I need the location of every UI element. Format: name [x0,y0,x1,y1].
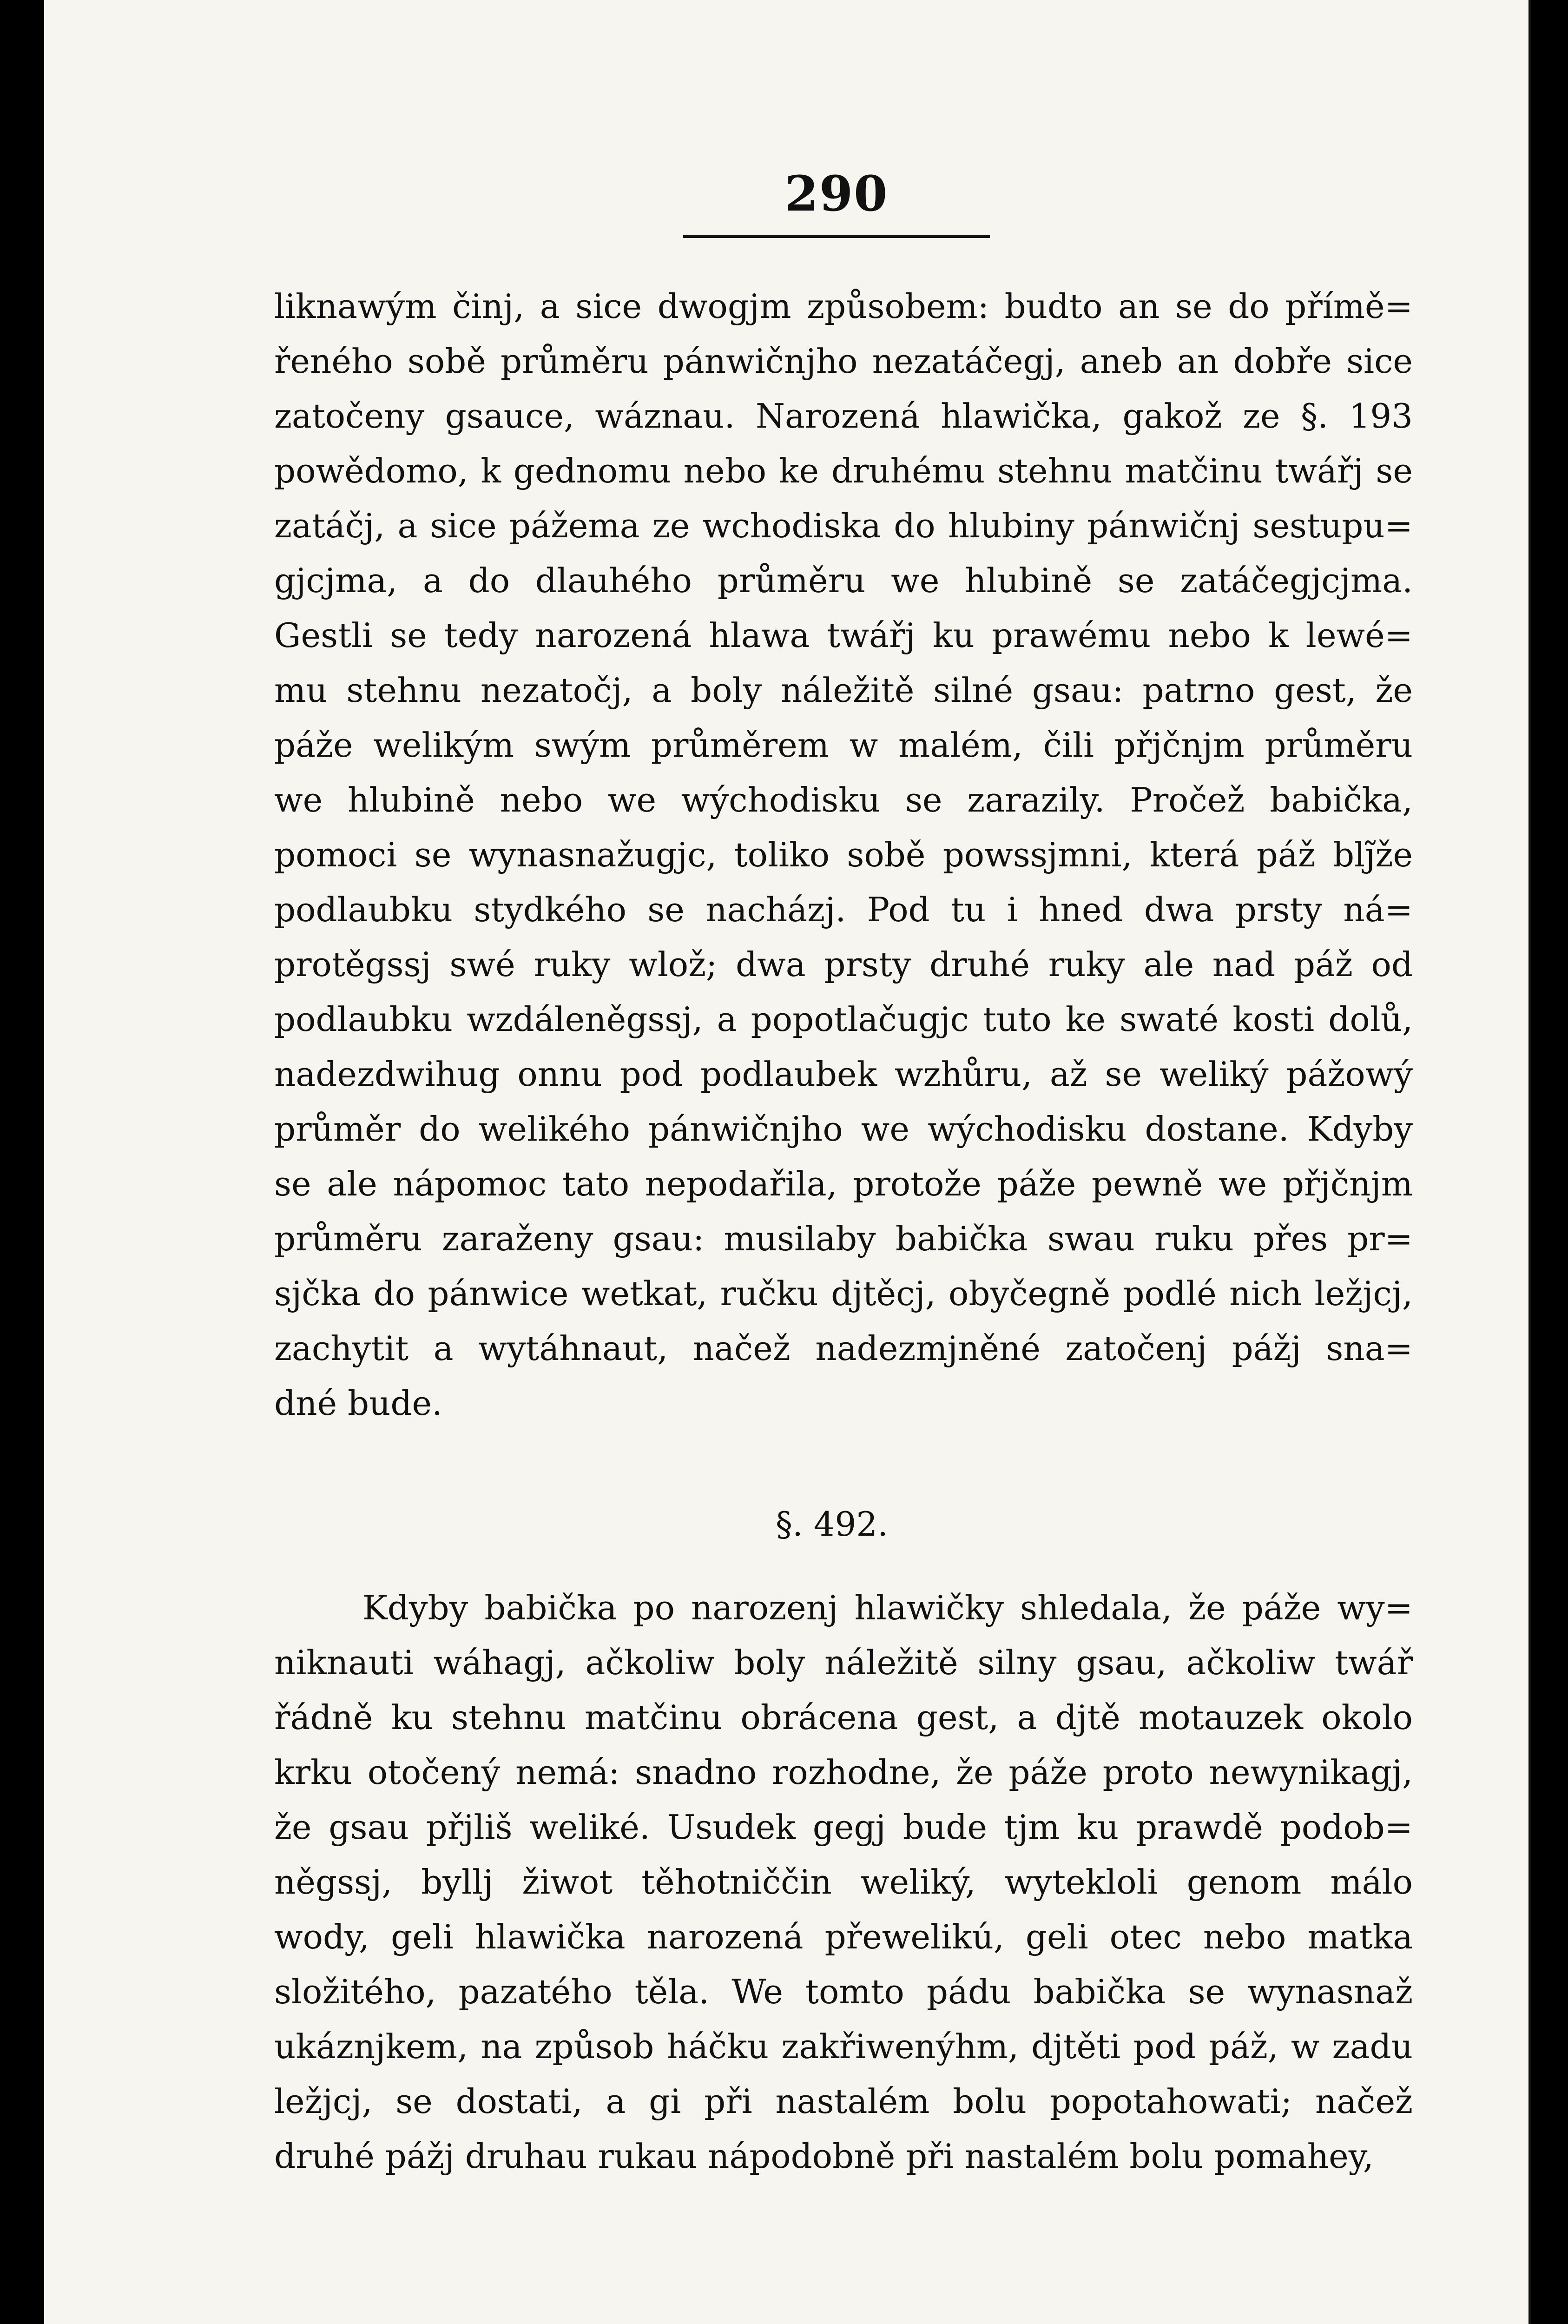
text-line: ležjcj, se dostati, a gi při nastalém bolu popotahowati; načež [274,2082,1413,2121]
text-line: složitého, pazatého těla. We tomto pádu babička se wynasnaž [274,1972,1413,2011]
text-line: druhé pážj druhau rukau nápodobně při nastalém bolu pomahey, [274,2137,1374,2176]
text-line: nadezdwihug onnu pod podlaubek wzhůru, až se weliký pážowý [274,1055,1413,1094]
text-line: zatočeny gsauce, wáznau. Narozená hlawička, gakož ze §. 193 [274,396,1413,436]
page-number: 290 [784,165,889,222]
text-line: něgssj, byllj žiwot těhotniččin weliký, wytekloli genom málo [274,1862,1413,1901]
text-line: průměru zaraženy gsau: musilaby babička swau ruku přes pr= [274,1219,1413,1258]
text-line: zachytit a wytáhnaut, načež nadezmjněné zatočenj pážj sna= [274,1329,1413,1368]
text-line: že gsau přjliš weliké. Usudek gegj bude tjm ku prawdě podob= [274,1808,1413,1847]
text-line: řeného sobě průměru pánwičnjho nezatáčegj, aneb an dobře sice [274,342,1413,381]
text-line: powědomo, k gednomu nebo ke druhému stehnu matčinu twářj se [274,451,1413,490]
text-line: podlaubku stydkého se nacházj. Pod tu i hned dwa prsty ná= [274,890,1413,929]
text-line: wody, geli hlawička narozená přewelikú, geli otec nebo matka [274,1917,1413,1956]
paragraph-1 [274,279,1413,1431]
text-line: krku otočený nemá: snadno rozhodne, že páže proto newynikagj, [274,1753,1413,1792]
section-heading: §. 492. [775,1505,889,1544]
text-line: niknauti wáhagj, ačkoliw boly náležitě silny gsau, ačkoliw twář [274,1643,1413,1682]
text-line: páže welikým swým průměrem w malém, čili přjčnjm průměru [274,726,1413,765]
text-line: gjcjma, a do dlauhého průměru we hlubině se zatáčegjcjma. [274,561,1413,600]
text-line: se ale nápomoc tato nepodařila, protože páže pewně we přjčnjm [274,1164,1413,1203]
paragraph-2 [274,1580,1413,2184]
text-line: průměr do welikého pánwičnjho we wýchodisku dostane. Kdyby [274,1109,1413,1149]
text-line: Gestli se tedy narozená hlawa twářj ku prawému nebo k lewé= [274,616,1413,655]
text-line: sjčka do pánwice wetkat, ručku djtěcj, obyčegně podlé nich ležjcj, [274,1274,1413,1313]
text-line: Kdyby babička po narozenj hlawičky shledala, že páže wy= [362,1588,1413,1627]
text-line: liknawým činj, a sice dwogjm způsobem: budto an se do přímě= [274,287,1413,326]
text-line: we hlubině nebo we wýchodisku se zarazily. Pročež babička, [274,780,1413,819]
text-line: podlaubku wzdáleněgssj, a popotlačugjc tuto ke swaté kosti dolů, [274,1000,1413,1039]
text-line: dné bude. [274,1384,443,1423]
text-line: řádně ku stehnu matčinu obrácena gest, a djtě motauzek okolo [274,1698,1413,1737]
text-line: mu stehnu nezatočj, a boly náležitě silné gsau: patrno gest, že [274,671,1413,710]
text-line: pomoci se wynasnažugjc, toliko sobě powssjmni, která páž blj̃že [274,835,1413,874]
text-line: zatáčj, a sice pážema ze wchodiska do hlubiny pánwičnj sestupu= [274,506,1413,545]
page-number-rule [683,235,990,238]
text-line: protěgssj swé ruky wlož; dwa prsty druhé ruky ale nad páž od [274,945,1413,984]
text-line: ukáznjkem, na způsob háčku zakřiwenýhm, djtěti pod páž, w zadu [274,2027,1413,2066]
